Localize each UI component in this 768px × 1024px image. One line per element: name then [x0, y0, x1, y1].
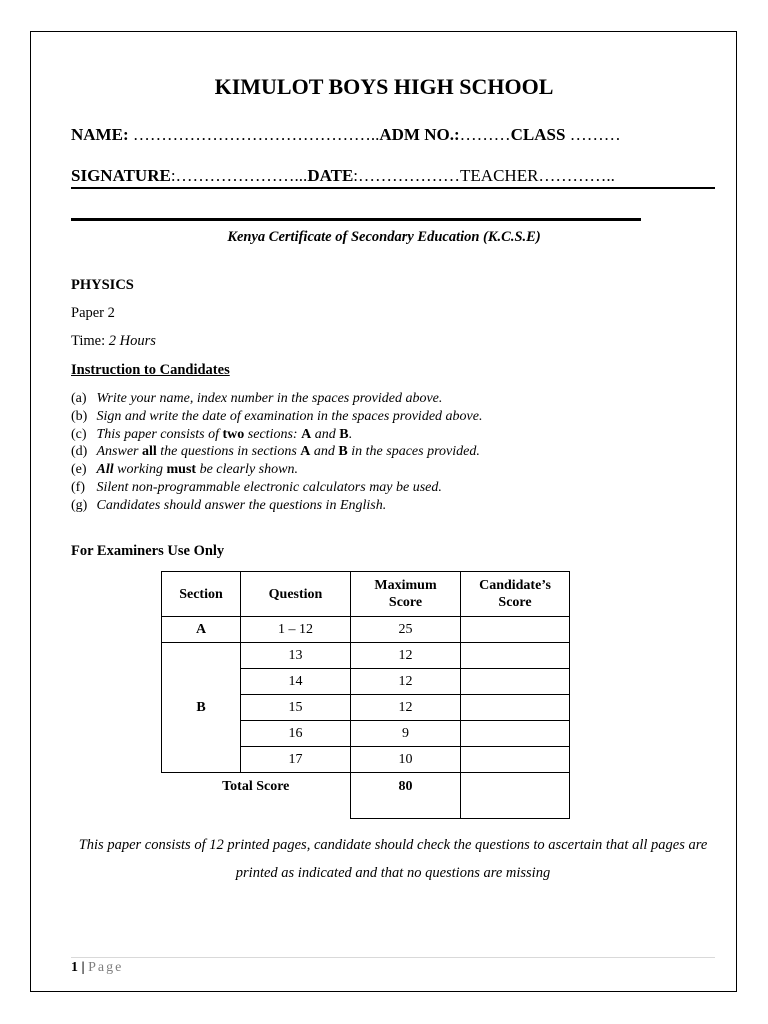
- instructions-list: [71, 390, 482, 515]
- question-cell: 14: [241, 669, 351, 695]
- col-max-score: Maximum Score: [351, 572, 461, 617]
- adm-label: ADM NO.:: [379, 125, 460, 144]
- section-a: A: [162, 617, 241, 643]
- name-label: NAME:: [71, 125, 129, 144]
- page-number: [71, 960, 123, 976]
- class-label: CLASS: [510, 125, 566, 144]
- total-label: Total Score: [222, 779, 290, 794]
- max-score-cell: 12: [351, 695, 461, 721]
- question-cell: 1 – 12: [241, 617, 351, 643]
- page-separator: |: [78, 960, 89, 975]
- teacher-field: TEACHER…………..: [460, 166, 615, 185]
- subject-title: PHYSICS: [71, 277, 134, 293]
- class-field: ………: [565, 125, 621, 144]
- exam-name: Kenya Certificate of Secondary Education (K.C.S.E): [227, 229, 541, 245]
- instruction-item: (b) Sign and write the date of examination in the spaces provided above.: [71, 408, 483, 424]
- header-rule: [71, 187, 715, 189]
- question-cell: 15: [241, 695, 351, 721]
- table-row: [162, 643, 570, 669]
- candidate-score-cell[interactable]: [461, 695, 570, 721]
- school-name: KIMULOT BOYS HIGH SCHOOL: [214, 74, 554, 99]
- total-max-score: 80: [351, 773, 461, 819]
- instructions-title: Instruction to Candidates: [71, 362, 230, 378]
- candidate-score-cell[interactable]: [461, 721, 570, 747]
- col-section: Section: [162, 572, 241, 617]
- signature-field: :…………………...: [170, 166, 308, 185]
- pages-note: This paper consists of 12 printed pages, candidate should check the questions to ascertain that all pages are printed as indicated and that no questions are missing: [78, 837, 708, 881]
- time-allowed: [71, 333, 156, 350]
- instruction-item: (f) Silent non-programmable electronic calculators may be used.: [71, 479, 442, 495]
- name-adm-class-line: [71, 125, 621, 145]
- footer-rule: [71, 957, 715, 958]
- max-score-cell: 9: [351, 721, 461, 747]
- max-score-cell: 12: [351, 669, 461, 695]
- paper-number: Paper 2: [71, 305, 115, 321]
- instruction-item: (d) Answer all the questions in sections A and B in the spaces provided.: [71, 444, 480, 460]
- candidate-score-cell[interactable]: [461, 617, 570, 643]
- page-number-value: 1: [71, 960, 78, 975]
- score-table: [161, 571, 570, 819]
- instruction-item: (c) This paper consists of two sections: A and B.: [71, 426, 353, 442]
- adm-field: ………: [459, 125, 511, 144]
- date-field: :………………: [353, 166, 461, 185]
- table-row: [162, 617, 570, 643]
- candidate-score-cell[interactable]: [461, 747, 570, 773]
- max-score-cell: 12: [351, 643, 461, 669]
- col-candidate-score: Candidate’s Score: [461, 572, 570, 617]
- header-thick-rule: [71, 218, 641, 221]
- question-cell: 13: [241, 643, 351, 669]
- signature-date-teacher-line: [71, 166, 615, 186]
- total-row: [162, 773, 570, 819]
- date-label: DATE: [307, 166, 354, 185]
- section-b: B: [162, 643, 241, 773]
- instruction-item: (g) Candidates should answer the questions in English.: [71, 497, 387, 513]
- candidate-score-cell[interactable]: [461, 669, 570, 695]
- question-cell: 17: [241, 747, 351, 773]
- candidate-score-cell[interactable]: [461, 643, 570, 669]
- time-value: 2 Hours: [108, 333, 156, 349]
- time-label: Time:: [71, 333, 109, 349]
- name-field: ……………………………………..: [128, 125, 380, 144]
- question-cell: 16: [241, 721, 351, 747]
- max-score-cell: 10: [351, 747, 461, 773]
- signature-label: SIGNATURE: [71, 166, 171, 185]
- page-word: Page: [88, 960, 124, 975]
- col-question: Question: [241, 572, 351, 617]
- instruction-item: (a) Write your name, index number in the spaces provided above.: [71, 391, 443, 406]
- table-header-row: [162, 572, 570, 617]
- max-score-cell: 25: [351, 617, 461, 643]
- total-candidate-score[interactable]: [461, 773, 570, 819]
- examiners-title: For Examiners Use Only: [71, 543, 225, 559]
- instruction-item: (e) All working must be clearly shown.: [71, 462, 298, 478]
